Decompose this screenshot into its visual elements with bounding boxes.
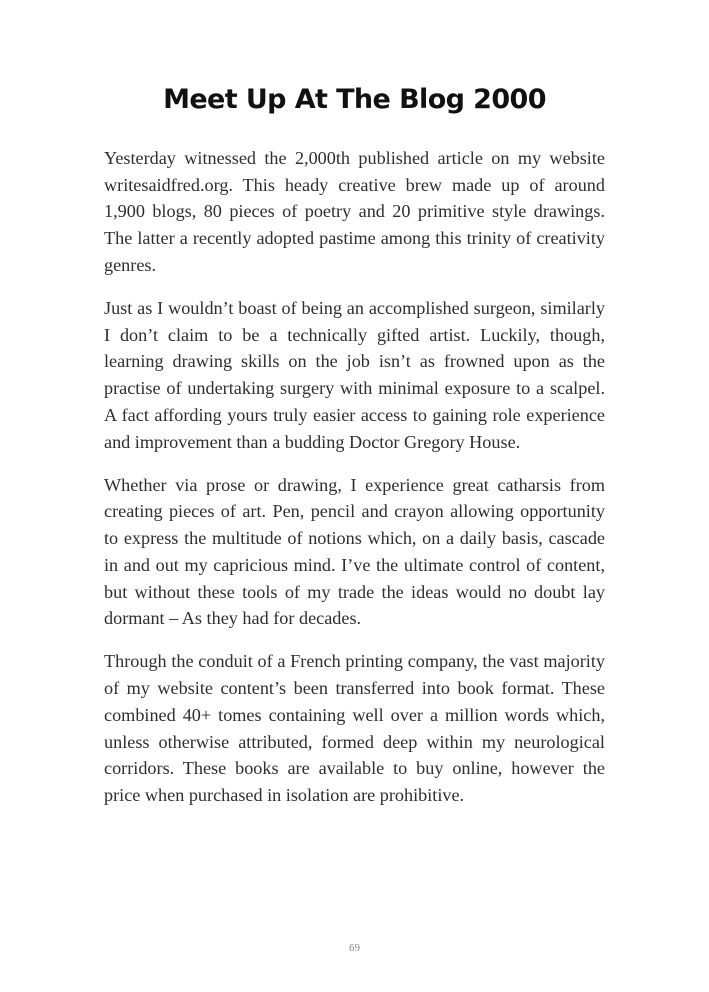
article-body bbox=[104, 145, 605, 825]
page-title: Meet Up At The Blog 2000 bbox=[163, 84, 546, 115]
paragraph-1: Yesterday witnessed the 2,000th published article on my website writesaidfred.org. This heady creative brew made up of around 1,900 blogs, 80 pieces of poetry and 20 primitive style drawings. The latter a recently adopted pastime among this trinity of creativity genres. bbox=[104, 148, 605, 275]
paragraph-2: Just as I wouldn’t boast of being an accomplished surgeon, similarly I don’t claim to be a technically gifted artist. Luckily, though, learning drawing skills on the job isn’t as frowned upon as the practise of undertaking surgery with minimal exposure to a scalpel. A fact affording yours truly easier access to gaining role experience and improvement than a budding Doctor Gregory House. bbox=[104, 298, 605, 452]
page-number: 69 bbox=[349, 942, 360, 954]
paragraph-3: Whether via prose or drawing, I experience great catharsis from creating pieces of art. Pen, pencil and crayon allowing opportunity to express the multitude of notions which, on a daily basis, cascade in and out my capricious mind. I’ve the ultimate control of content, but without these tools of my trade the ideas would no doubt lay dormant – As they had for decades. bbox=[104, 474, 605, 629]
paragraph-4: Through the conduit of a French printing company, the vast majority of my website content’s been transferred into book format. These combined 40+ tomes containing well over a million words which, unless otherwise attributed, formed deep within my neurological corridors. These books are available to buy online, however the price when purchased in isolation are prohibitive. bbox=[104, 651, 605, 805]
